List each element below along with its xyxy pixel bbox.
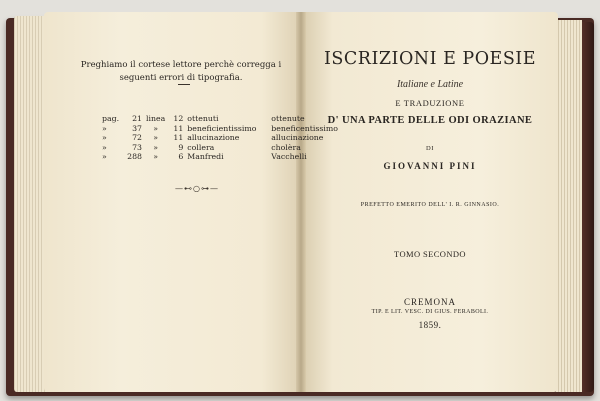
- errata-error: collera: [187, 142, 215, 152]
- title-line: D' UNA PARTE DELLE ODI ORAZIANE: [327, 115, 533, 126]
- errata-line: 12: [173, 114, 184, 123]
- errata-mark: pag.: [102, 114, 120, 123]
- errata-line: 11: [173, 133, 184, 143]
- errata-error: Manfredi: [187, 152, 224, 162]
- errata-line: 9: [178, 142, 184, 152]
- errata-line: 6: [178, 152, 184, 162]
- errata-mark: »: [102, 152, 107, 162]
- errata-sep: linea: [146, 114, 166, 123]
- errata-page: 72: [132, 133, 142, 143]
- errata-sep: »: [153, 133, 159, 143]
- divider: [178, 84, 190, 85]
- ornament: —⊷○⊶—: [175, 184, 219, 193]
- errata-correction: ottenute: [271, 114, 305, 123]
- errata-page: 288: [127, 152, 142, 162]
- imprint-year: 1859.: [418, 320, 442, 330]
- errata-mark: »: [102, 133, 107, 143]
- errata-mark: »: [102, 123, 107, 133]
- author-name: GIOVANNI PINI: [383, 161, 477, 171]
- errata-line: 11: [173, 123, 184, 133]
- author-title: PREFETTO EMERITO DELL' I. R. GINNASIO.: [360, 202, 500, 208]
- errata-intro: Preghiamo il cortese lettore perchè corregga i seguenti errori di tipografia.: [80, 60, 282, 83]
- errata-page: 21: [132, 114, 142, 123]
- errata-sep: »: [153, 123, 159, 133]
- table-row: [100, 133, 340, 143]
- errata-mark: »: [102, 142, 107, 152]
- cover-edge: [580, 22, 594, 392]
- errata-error: allucinazione: [187, 133, 240, 143]
- title-line: DI: [425, 145, 435, 152]
- errata-error: ottenuti: [187, 114, 219, 123]
- errata-correction: cholèra: [271, 142, 301, 152]
- table-row: [100, 152, 340, 162]
- title-line: E TRADUZIONE: [395, 98, 465, 108]
- errata-page: 73: [132, 142, 142, 152]
- book-title: ISCRIZIONI E POESIE: [324, 49, 536, 69]
- book-subtitle: Italiane e Latine: [396, 79, 464, 90]
- page-edges-right: [556, 20, 582, 392]
- errata-table: [100, 114, 340, 162]
- table-row: [100, 143, 340, 153]
- errata-sep: »: [153, 152, 159, 162]
- volume-label: TOMO SECONDO: [394, 249, 466, 259]
- table-row: [100, 114, 340, 124]
- errata-error: beneficientissimo: [187, 123, 257, 133]
- errata-page: 37: [132, 123, 142, 133]
- imprint-city: CREMONA: [403, 297, 456, 307]
- imprint-printer: TIP. E LIT. VESC. DI GIUS. FERABOLI.: [371, 309, 489, 315]
- errata-correction: beneficentissimo: [271, 123, 338, 133]
- errata-correction: allucinazione: [271, 133, 324, 143]
- book-gutter: [296, 12, 306, 392]
- errata-correction: Vacchelli: [271, 152, 307, 162]
- table-row: [100, 124, 340, 134]
- errata-sep: »: [153, 142, 159, 152]
